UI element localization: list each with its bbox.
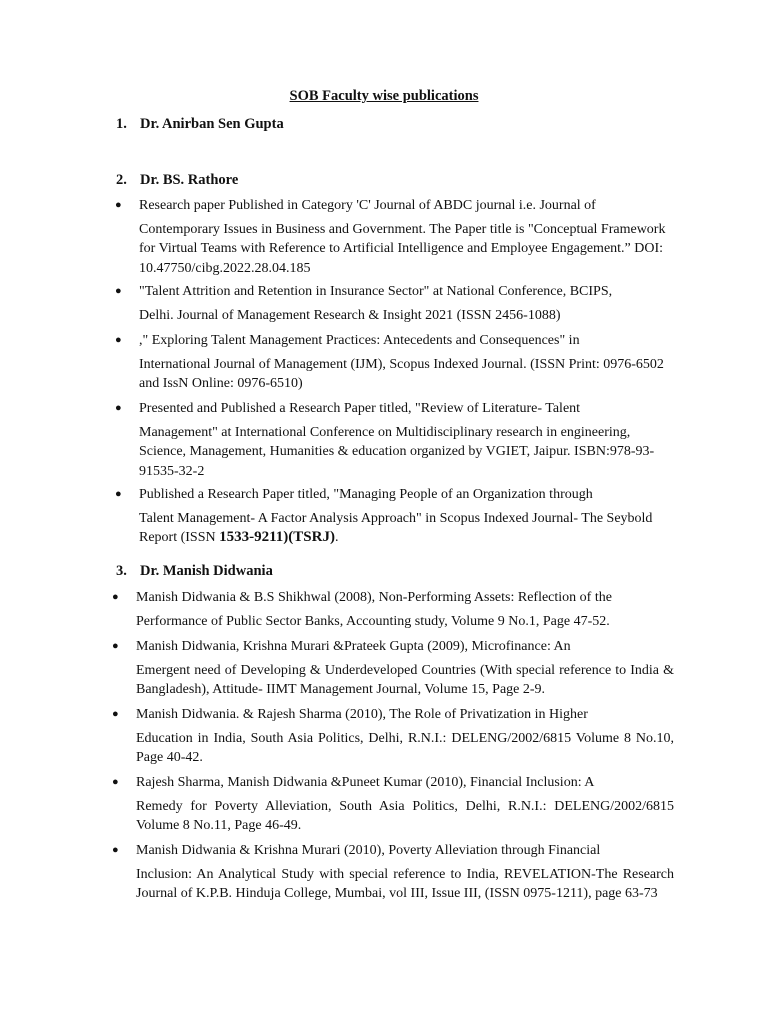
bullet-icon: ● (115, 488, 122, 500)
page-title: SOB Faculty wise publications (289, 88, 479, 104)
faculty-heading-3 (116, 563, 273, 580)
publication-item: ● Rajesh Sharma, Manish Didwania &Puneet Kumar (2010), Financial Inclusion: A Remedy for Poverty Alleviation, South Asia Politics, Delhi, R.N.I.: DELENG/2002/6815 Volume 8 No.11, Page 46-49. (112, 775, 674, 833)
bullet-icon: ● (115, 402, 122, 414)
bullet-icon: ● (112, 776, 119, 788)
faculty-number: 3. (116, 563, 127, 579)
faculty-heading-2 (116, 172, 238, 189)
faculty-number: 2. (116, 172, 127, 188)
publication-item: ● Manish Didwania & B.S Shikhwal (2008), Non-Performing Assets: Reflection of the Performance of Public Sector Banks, Accounting study, Volume 9 No.1, Page 47-52. (112, 590, 612, 629)
publication-item: ● "Talent Attrition and Retention in Insurance Sector" at National Conference, BCIPS, Delhi. Journal of Management Research & Insight 2021 (ISSN 2456-1088) (115, 284, 613, 323)
publication-item: ● Manish Didwania. & Rajesh Sharma (2010), The Role of Privatization in Higher Education in India, South Asia Politics, Delhi, R.N.I.: DELENG/2002/6815 Volume 8 No.10, Page 40-42. (112, 707, 674, 765)
publication-item: ● Manish Didwania & Krishna Murari (2010), Poverty Alleviation through Financial Inclusion: An Analytical Study with special reference to India, REVELATION-The Research Journal of K.P.B. Hinduja College, Mumbai, vol III, Issue III, (ISSN 0975-1211), page 63-73 (112, 843, 674, 901)
faculty-name: Dr. Manish Didwania (140, 563, 273, 579)
bullet-icon: ● (115, 285, 122, 297)
bullet-icon: ● (112, 708, 119, 720)
bullet-icon: ● (115, 334, 122, 346)
faculty-name: Dr. Anirban Sen Gupta (140, 116, 284, 132)
publication-item: ● Manish Didwania, Krishna Murari &Prateek Gupta (2009), Microfinance: An Emergent need of Developing & Underdeveloped Countries (With special reference to India & Bangladesh), Attitude- IIMT Management Journal, Volume 15, Page 2-9. (112, 639, 674, 697)
bullet-icon: ● (112, 640, 119, 652)
publication-item: ● ," Exploring Talent Management Practices: Antecedents and Consequences" in International Journal of Management (IJM), Scopus Indexed Journal. (ISSN Print: 0976-6502 and IssN Online: 0976-6510) (115, 333, 664, 391)
faculty-heading-1 (116, 116, 284, 133)
publication-item: ● Research paper Published in Category 'C' Journal of ABDC journal i.e. Journal of Contemporary Issues in Business and Government. The Paper title is "Conceptual Framework for Virtual Teams with Reference to Artificial Intelligence and Employee Engagement.” DOI: 10.47750/cibg.2022.28.04.185 (115, 198, 666, 276)
faculty-name: Dr. BS. Rathore (140, 172, 239, 188)
publication-item: ● Presented and Published a Research Paper titled, "Review of Literature- Talent Management" at International Conference on Multidisciplinary research in engineering, Science, Management, Humanities & education organized by VGIET, Jaipur. ISBN:978-93-91535-32-2 (115, 401, 655, 479)
bullet-icon: ● (112, 844, 119, 856)
publication-item: ● Published a Research Paper titled, "Managing People of an Organization through Talent Management- A Factor Analysis Approach" in Scopus Indexed Journal- The Seybold Report (ISSN 1533-9211)(TSRJ). (115, 487, 653, 545)
bullet-icon: ● (115, 199, 122, 211)
faculty-number: 1. (116, 116, 127, 132)
bullet-icon: ● (112, 591, 119, 603)
